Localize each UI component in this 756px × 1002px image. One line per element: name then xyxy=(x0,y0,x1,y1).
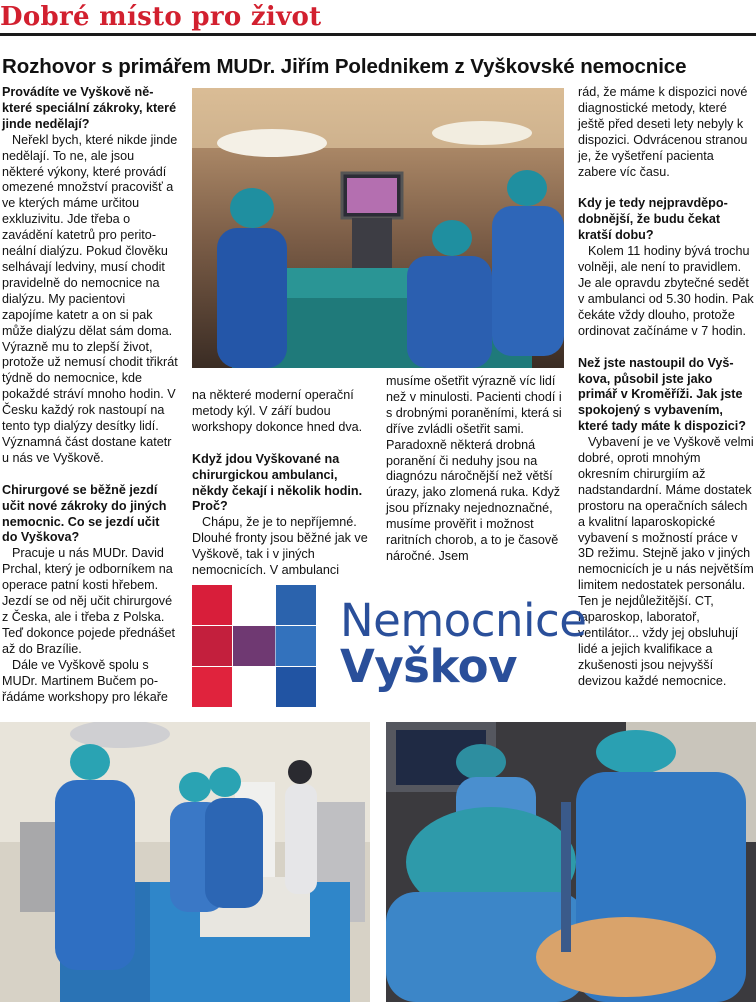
text-column-4 xyxy=(578,85,754,690)
logo-text-line1: Nemocnice xyxy=(340,594,587,647)
title-rule xyxy=(0,33,756,36)
interview-answer: Vybavení je ve Vyškově velmi dobré, oproti mnohým okresním chirurgiím až nadstandardní. Máme dostatek prostoru na operačních sálech a kvalitní laparoskopické vybavení s možností práce v 3D režimu. Stejně jako v jiných nemocnicích je u nás největším limitem nedostatek personálu. Ten je nejdůležitější. CT, laparoskop, laboratoř, ventilátor... vždy jej obsluhují lidé a jejich kvalifikace a zkušenosti jsou nejvyšší devizou každé nemocnice. xyxy=(578,435,754,688)
text-column-3 xyxy=(386,374,566,565)
interview-answer: musíme ošetřit výrazně víc lidí než v minulosti. Pacienti chodí i s drobnými poraněními, která si dříve zvládli ošetřit sami. Paradoxně některá drobná poranění či neduhy jsou na diagnózu náročnější než větší úrazy, jako zlomená ruka. Když jsou příznaky nejednoznačné, musíme prověřit i možnost raritních chorob, a to je časově náročné. Jsem xyxy=(386,374,562,563)
interview-answer: Neřekl bych, které nikde jinde nedělají. To ne, ale jsou některé výkony, které provádí omezené množství pracovišť a ve kterých máme určitou exkluzivitu. Jde třeba o zavádění katetrů pro peritoneální dialýzu. Pokud člověku selhávají ledviny, musí chodit pravidelně do nemocnice na dialýzu. My pacientovi zapojíme katetr a on si pak může dialýzu dělat sám doma. Výrazně mu to zlepší život, protože už nemusí chodit třikrát týdně do nemocnice, kde pokaždé stráví mnoho hodin. V Česku každý rok nastoupí na tento typ dialýzy desítky lidí. Významná část dostane katetr u nás ve Vyškově. xyxy=(2,132,178,465)
article-headline: Rozhovor s primářem MUDr. Jiřím Polednikem z Vyškovské nemocnice xyxy=(2,55,687,78)
interview-answer: Kolem 11 hodiny bývá trochu volněji, ale není to pravidlem. Je ale opravdu zbytečné sedět v ambulanci od 5.30 hodin. Pak čekáte vždy dlouho, protože ordinovat začínáme v 7 hodin. xyxy=(578,244,754,338)
section-title: Dobré místo pro život xyxy=(0,2,322,32)
interview-answer: Pracuje u nás MUDr. David Prchal, který je odborníkem na operace patní kosti hřebem. Jezdí se od něj učit chirurgové z Česka, ale i třeba z Polska. Teď dokonce pojede přednášet až do Brazílie. xyxy=(2,546,175,656)
laparoscopy-photo xyxy=(386,722,756,1002)
surgery-team-photo xyxy=(0,722,370,1002)
interview-question: Provádíte ve Vyškově některé speciální zákroky, které jinde nedělají? xyxy=(2,85,177,131)
hospital-logo xyxy=(192,585,587,707)
interview-answer: rád, že máme k dispozici nové diagnostické metody, které ještě před deseti lety nebyly k dispozici. Odvrácenou stranou je, že vyšetření pacienta zabere víc času. xyxy=(578,85,748,179)
interview-question: Chirurgové se běžně jezdí učit nové zákroky do jiných nemocnic. Co se jezdí učit do Vyškova? xyxy=(2,482,167,545)
interview-question: Než jste nastoupil do Vyškova, působil jste jako primář v Kroměříži. Jak jste spokojený s vybavením, které tady máte k dispozici? xyxy=(578,355,746,434)
operating-room-photo xyxy=(192,88,564,368)
logo-text-line2: Vyškov xyxy=(340,640,517,693)
interview-answer: na některé moderní operační metody kýl. V září budou workshopy dokonce hned dva. xyxy=(192,388,363,434)
interview-question: Kdy je tedy nejpravděpodobnější, že budu čekat kratší dobu? xyxy=(578,196,728,243)
interview-answer: Dále ve Vyškově spolu s MUDr. Martinem Bučem pořádáme workshopy pro lékaře xyxy=(2,657,168,704)
interview-question: Když jdou Vyškované na chirurgickou ambulanci, někdy čekají i několik hodin. Proč? xyxy=(192,451,363,514)
text-column-1 xyxy=(2,85,178,705)
interview-answer: Chápu, že je to nepříjemné. Dlouhé fronty jsou běžné jak ve Vyškově, tak i v jiných nemocnicích. V ambulanci xyxy=(192,515,368,578)
text-column-2 xyxy=(192,388,372,579)
